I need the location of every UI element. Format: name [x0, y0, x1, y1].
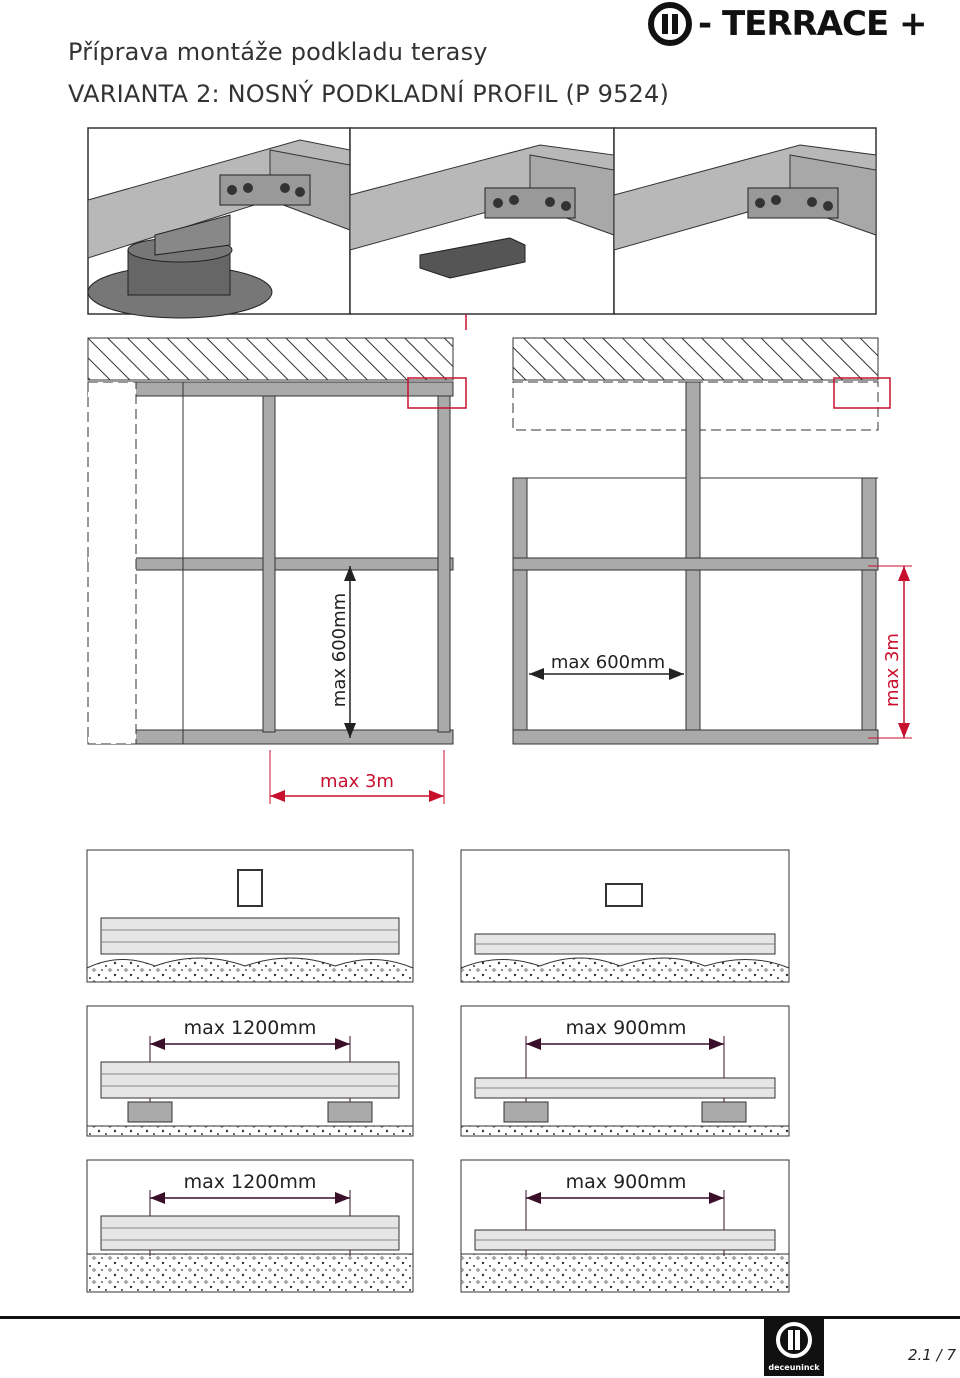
cross-sections	[0, 840, 960, 1300]
detail-panel-2	[350, 128, 614, 314]
dim-600-vertical: max 600mm	[329, 592, 350, 708]
plan-left	[88, 338, 466, 804]
dim-3m-horizontal: max 3m	[320, 771, 394, 792]
dim-900-bottom: max 900mm	[565, 1171, 687, 1193]
deceuninck-logo	[764, 1318, 824, 1376]
page-subtitle: VARIANTA 2: NOSNÝ PODKLADNÍ PROFIL (P 9524)	[68, 80, 670, 108]
plan-drawings	[0, 330, 960, 810]
plan-right	[513, 338, 912, 744]
dim-1200-bottom: max 1200mm	[183, 1171, 317, 1193]
dim-1200-top: max 1200mm	[183, 1017, 317, 1039]
page-number: 2.1 / 7	[908, 1346, 956, 1364]
section-gravel-right	[461, 850, 789, 982]
dim-600-horizontal: max 600mm	[550, 652, 666, 673]
footer-brand: deceuninck	[768, 1363, 820, 1372]
detail-panel-1	[88, 128, 350, 318]
dim-900-top: max 900mm	[565, 1017, 687, 1039]
page-title: Příprava montáže podkladu terasy	[68, 38, 488, 66]
detail-panel-3	[614, 128, 876, 314]
deceuninck-logo-icon	[764, 1318, 824, 1362]
dim-3m-vertical: max 3m	[882, 633, 903, 707]
brand-name: - TERRACE +	[698, 4, 927, 44]
isometric-details	[0, 0, 960, 330]
section-gravel-left	[87, 850, 413, 982]
